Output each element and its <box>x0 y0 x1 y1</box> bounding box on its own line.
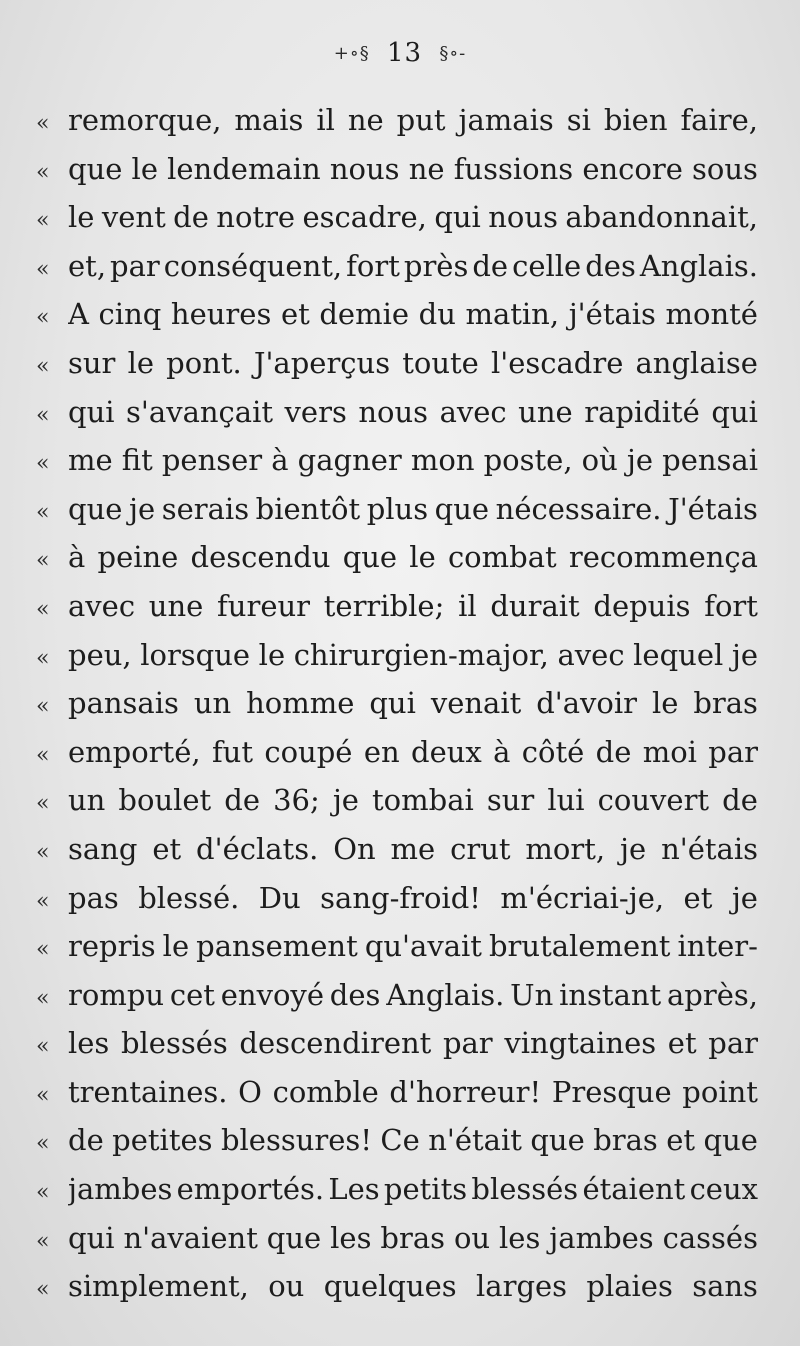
line-text: sur le pont. J'aperçus toute l'escadre anglaise <box>68 345 758 380</box>
line-text: que je serais bientôt plus que nécessaire. J'étais <box>68 491 758 526</box>
text-line <box>36 533 758 582</box>
text-line <box>36 145 758 194</box>
line-text: que le lendemain nous ne fussions encore sous <box>68 151 758 186</box>
quote-mark: « <box>36 1034 50 1060</box>
text-line <box>36 825 758 874</box>
line-text: trentaines. O comble d'horreur! Presque point <box>68 1074 758 1109</box>
text-line <box>36 971 758 1020</box>
text-line <box>36 1116 758 1165</box>
text-line <box>36 1019 758 1068</box>
text-line <box>36 679 758 728</box>
quote-mark: « <box>36 937 50 963</box>
line-text: sang et d'éclats. On me crut mort, je n'étais <box>68 831 758 866</box>
line-text: et, par conséquent, fort près de celle des Anglais. <box>68 248 758 283</box>
text-line <box>36 631 758 680</box>
text-line <box>36 436 758 485</box>
line-text: jambes emportés. Les petits blessés étaient ceux <box>68 1172 758 1207</box>
quote-mark: « <box>36 1082 50 1108</box>
line-text: pansais un homme qui venait d'avoir le bras <box>68 686 758 721</box>
page-header <box>0 36 800 71</box>
quote-mark: « <box>36 451 50 477</box>
text-line <box>36 1214 758 1263</box>
line-text: les blessés descendirent par vingtaines et par <box>68 1026 758 1061</box>
quote-mark: « <box>36 1180 50 1206</box>
text-line <box>36 485 758 534</box>
text-line <box>36 96 758 145</box>
quote-mark: « <box>36 305 50 331</box>
quote-mark: « <box>36 694 50 720</box>
text-line <box>36 582 758 631</box>
quote-mark: « <box>36 1131 50 1157</box>
line-text: qui s'avançait vers nous avec une rapidité qui <box>68 394 758 429</box>
quote-mark: « <box>36 111 50 136</box>
quote-mark: « <box>36 742 50 768</box>
text-line <box>36 193 758 242</box>
page-number: 13 <box>386 38 423 68</box>
text-line <box>36 922 758 971</box>
line-text: repris le pansement qu'avait brutalement inter- <box>68 929 758 964</box>
quote-mark: « <box>36 985 50 1011</box>
text-line <box>36 728 758 777</box>
quote-mark: « <box>36 1277 50 1303</box>
quote-mark: « <box>36 1228 50 1254</box>
line-text: avec une fureur terrible; il durait depuis fort <box>68 588 758 623</box>
quote-mark: « <box>36 548 50 574</box>
line-text: peu, lorsque le chirurgien-major, avec lequel je <box>68 637 758 672</box>
text-line <box>36 1068 758 1117</box>
ornament-right-icon: §∘- <box>439 43 467 64</box>
text-line <box>36 776 758 825</box>
line-text: un boulet de 36; je tombai sur lui couvert de <box>68 783 758 818</box>
quote-mark: « <box>36 596 50 622</box>
text-line <box>36 339 758 388</box>
quote-mark: « <box>36 888 50 914</box>
body-text <box>36 96 758 1311</box>
ornament-left-icon: +∘§ <box>333 43 370 64</box>
line-text: le vent de notre escadre, qui nous abandonnait, <box>68 200 758 235</box>
text-line <box>36 388 758 437</box>
line-text: rompu cet envoyé des Anglais. Un instant après, <box>68 977 758 1012</box>
quote-mark: « <box>36 839 50 865</box>
line-text: à peine descendu que le combat recommença <box>68 540 758 575</box>
text-line <box>36 874 758 923</box>
quote-mark: « <box>36 159 50 185</box>
line-text: de petites blessures! Ce n'était que bras et que <box>68 1123 758 1158</box>
text-line <box>36 1262 758 1311</box>
line-text: A cinq heures et demie du matin, j'étais monté <box>68 297 758 332</box>
quote-mark: « <box>36 402 50 428</box>
line-text: emporté, fut coupé en deux à côté de moi par <box>68 734 758 769</box>
text-line <box>36 242 758 291</box>
line-text: pas blessé. Du sang-froid! m'écriai-je, et je <box>68 880 758 915</box>
quote-mark: « <box>36 791 50 817</box>
line-text: remorque, mais il ne put jamais si bien faire, <box>68 103 758 137</box>
line-text: simplement, ou quelques larges plaies sans <box>68 1269 758 1304</box>
text-line <box>36 290 758 339</box>
quote-mark: « <box>36 645 50 671</box>
quote-mark: « <box>36 256 50 282</box>
line-text: me fit penser à gagner mon poste, où je pensai <box>68 443 758 478</box>
quote-mark: « <box>36 208 50 234</box>
text-line <box>36 1165 758 1214</box>
quote-mark: « <box>36 499 50 525</box>
line-text: qui n'avaient que les bras ou les jambes cassés <box>68 1220 758 1255</box>
quote-mark: « <box>36 353 50 379</box>
